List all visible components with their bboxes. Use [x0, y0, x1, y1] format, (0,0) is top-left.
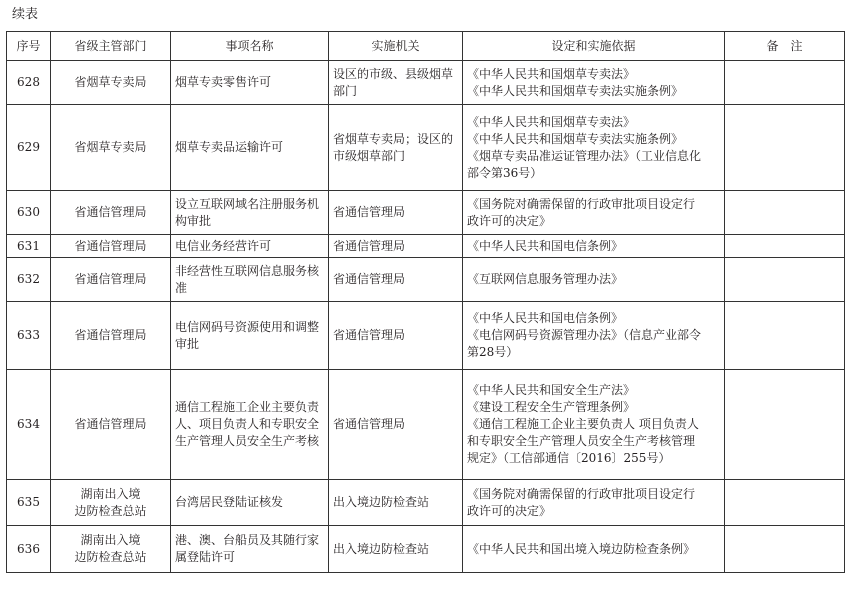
cell-dept [51, 302, 171, 370]
cell-no: 635 [7, 480, 51, 526]
cell-no: 633 [7, 302, 51, 370]
cell-note [725, 480, 845, 526]
cell-no: 628 [7, 61, 51, 105]
basis-line: 《通信工程施工企业主要负责人 项目负责人 [467, 417, 699, 431]
basis-line: 《烟草专卖品准运证管理办法》（工业信息化 [467, 148, 702, 163]
basis-line: 《国务院对确需保留的行政审批项目设定行 [467, 486, 696, 501]
cell-agency: 出入境边防检查站 [329, 526, 463, 573]
basis-line: 《互联网信息服务管理办法》 [467, 272, 624, 286]
basis-line: 政许可的决定》 [467, 503, 552, 518]
basis-line: 《中华人民共和国烟草专卖法》 [467, 114, 636, 129]
cell-dept [51, 191, 171, 235]
table-row [7, 258, 845, 302]
dept-line: 边防检查总站 [74, 550, 147, 564]
header-row [7, 32, 845, 61]
dept-line: 省通信管理局 [74, 238, 147, 253]
cell-dept [51, 105, 171, 191]
header-item: 事项名称 [171, 32, 329, 61]
table-row [7, 480, 845, 526]
basis-line: 部令第36号） [467, 165, 543, 180]
cell-dept [51, 235, 171, 258]
cell-basis [463, 302, 725, 370]
cell-agency: 出入境边防检查站 [329, 480, 463, 526]
cell-basis [463, 480, 725, 526]
cell-note [725, 61, 845, 105]
cell-note [725, 526, 845, 573]
cell-agency: 设区的市级、县级烟草部门 [329, 61, 463, 105]
basis-line: 《中华人民共和国烟草专卖法实施条例》 [467, 131, 684, 146]
dept-line: 省通信管理局 [74, 328, 147, 342]
table-caption: 续表 [12, 7, 39, 22]
cell-basis [463, 61, 725, 105]
basis-line: 《建设工程安全生产管理条例》 [467, 400, 636, 414]
basis-line: 《中华人民共和国安全生产法》 [467, 383, 636, 397]
cell-agency: 省通信管理局 [329, 370, 463, 480]
header-no: 序号 [7, 32, 51, 61]
cell-note [725, 302, 845, 370]
dept-line: 湖南出入境 [80, 486, 141, 501]
table-row [7, 105, 845, 191]
cell-basis [463, 526, 725, 573]
cell-no: 629 [7, 105, 51, 191]
header-note: 备 注 [725, 32, 845, 61]
cell-dept [51, 480, 171, 526]
cell-basis [463, 370, 725, 480]
dept-line: 湖南出入境 [80, 533, 141, 547]
dept-line: 省通信管理局 [74, 272, 147, 286]
cell-item: 港、澳、台船员及其随行家属登陆许可 [171, 526, 329, 573]
table-row [7, 526, 845, 573]
dept-line: 边防检查总站 [74, 503, 147, 518]
header-agency: 实施机关 [329, 32, 463, 61]
basis-line: 《中华人民共和国出境入境边防检查条例》 [467, 541, 696, 556]
cell-item: 台湾居民登陆证核发 [171, 480, 329, 526]
cell-no: 630 [7, 191, 51, 235]
licensing-table [6, 31, 845, 573]
cell-agency: 省通信管理局 [329, 258, 463, 302]
cell-note [725, 258, 845, 302]
table-row [7, 302, 845, 370]
cell-item: 电信网码号资源使用和调整审批 [171, 302, 329, 370]
dept-line: 省烟草专卖局 [74, 75, 147, 89]
cell-item: 非经营性互联网信息服务核准 [171, 258, 329, 302]
cell-basis [463, 105, 725, 191]
cell-item: 烟草专卖零售许可 [171, 61, 329, 105]
cell-dept [51, 370, 171, 480]
header-basis: 设定和实施依据 [463, 32, 725, 61]
cell-note [725, 235, 845, 258]
basis-line: 第28号） [467, 345, 519, 359]
cell-item: 通信工程施工企业主要负责人、项目负责人和专职安全生产管理人员安全生产考核 [171, 370, 329, 480]
basis-line: 《中华人民共和国电信条例》 [467, 311, 624, 325]
basis-line: 《中华人民共和国烟草专卖法实施条例》 [467, 83, 684, 98]
table-row [7, 235, 845, 258]
cell-dept [51, 526, 171, 573]
dept-line: 省通信管理局 [74, 205, 147, 219]
cell-basis [463, 191, 725, 235]
cell-item: 烟草专卖品运输许可 [171, 105, 329, 191]
cell-dept [51, 258, 171, 302]
cell-agency: 省通信管理局 [329, 302, 463, 370]
basis-line: 《国务院对确需保留的行政审批项目设定行 [467, 196, 696, 211]
cell-note [725, 105, 845, 191]
cell-item: 电信业务经营许可 [171, 235, 329, 258]
basis-line: 《中华人民共和国电信条例》 [467, 238, 624, 253]
basis-line: 和专职安全生产管理人员安全生产考核管理 [467, 434, 696, 448]
cell-agency: 省通信管理局 [329, 235, 463, 258]
basis-line: 《电信网码号资源管理办法》（信息产业部令 [467, 328, 702, 342]
cell-no: 632 [7, 258, 51, 302]
cell-basis [463, 258, 725, 302]
dept-line: 省烟草专卖局 [74, 140, 147, 154]
cell-no: 631 [7, 235, 51, 258]
cell-agency: 省通信管理局 [329, 191, 463, 235]
cell-no: 636 [7, 526, 51, 573]
cell-no: 634 [7, 370, 51, 480]
cell-agency: 省烟草专卖局；设区的市级烟草部门 [329, 105, 463, 191]
table-row [7, 61, 845, 105]
cell-note [725, 191, 845, 235]
basis-line: 政许可的决定》 [467, 213, 552, 228]
basis-line: 《中华人民共和国烟草专卖法》 [467, 66, 636, 81]
cell-basis [463, 235, 725, 258]
dept-line: 省通信管理局 [74, 417, 147, 431]
cell-dept [51, 61, 171, 105]
basis-line: 规定》（工信部通信〔2016〕255号） [467, 451, 671, 465]
table-row [7, 191, 845, 235]
cell-item: 设立互联网域名注册服务机构审批 [171, 191, 329, 235]
header-dept: 省级主管部门 [51, 32, 171, 61]
cell-note [725, 370, 845, 480]
table-row [7, 370, 845, 480]
